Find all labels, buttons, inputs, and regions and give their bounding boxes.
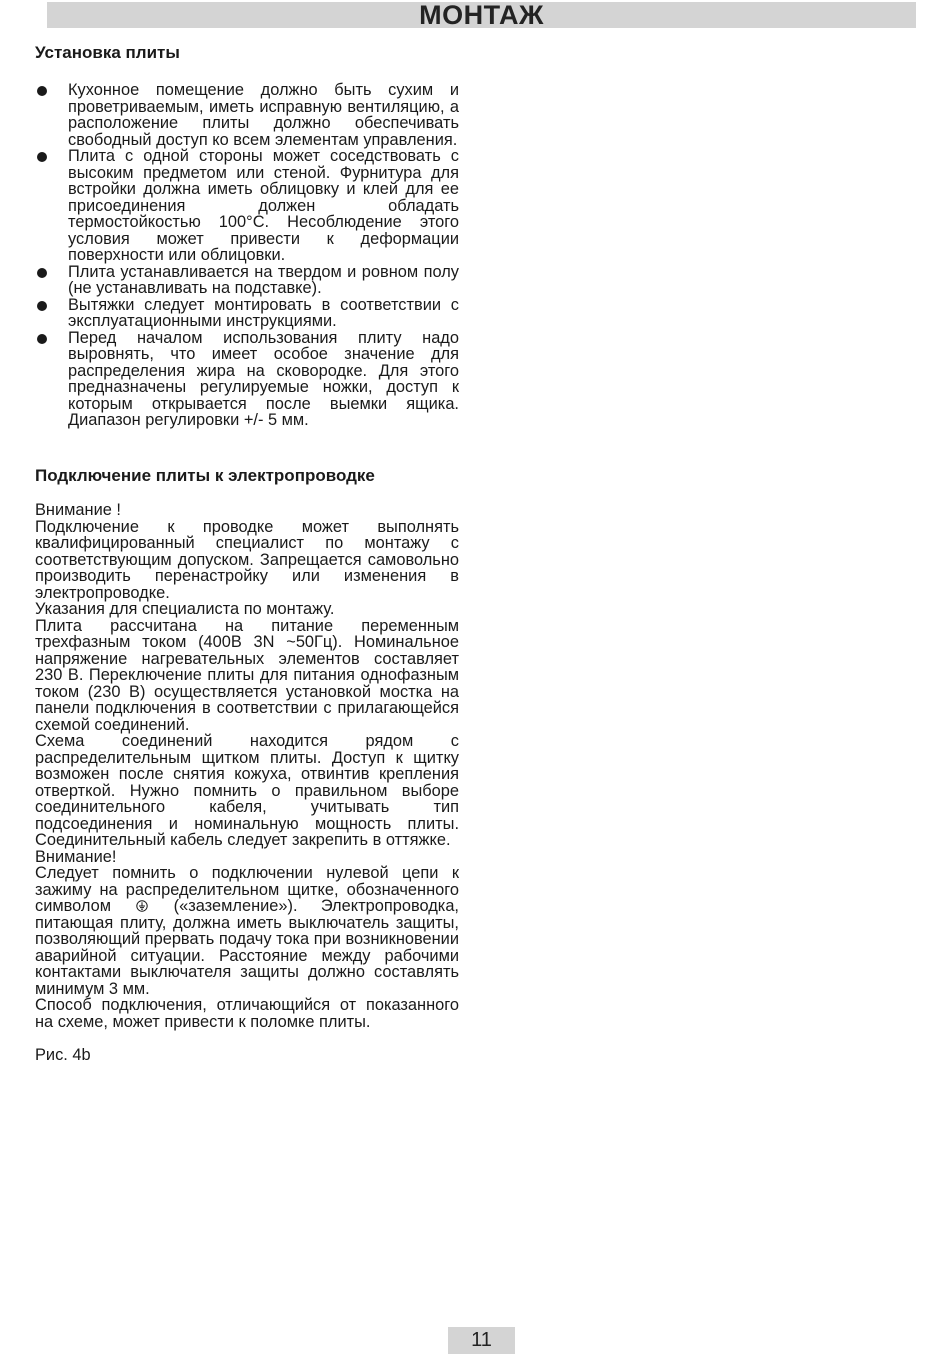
list-item-text: Плита с одной стороны может соседствовать с высоким предметом или стеной. Фурнитура для встройки должна иметь облицовку и клей для ее присоединения должен обладать термостойкостью 100°С. Несоблюдение этого условия может привести к деформации поверхности или облицовки.	[68, 147, 459, 264]
list-item-text: Вытяжки следует монтировать в соответствии с эксплуатационными инструкциями.	[68, 295, 459, 330]
list-item-text: Перед началом использования плиту надо выровнять, что имеет особое значение для распределения жира на сковородке. Для этого предназначены регулируемые ножки, доступ к которым открывается после выемки ящика. Диапазон регулировки +/- 5 мм.	[68, 328, 459, 429]
list-item	[35, 297, 459, 330]
bullet-icon	[37, 152, 47, 162]
bullet-icon	[37, 301, 47, 311]
page-number-box	[448, 1327, 515, 1354]
paragraph: Схема соединений находится рядом с распределительным щитком плиты. Доступ к щитку возможен после снятия кожуха, отвинтив крепления отверткой. Нужно помнить о правильном выборе соединительного кабеля, учитывать тип подсоединения и номинальную мощность плиты. Соединительный кабель следует закрепить в оттяжке.	[35, 732, 459, 849]
bullet-icon	[37, 86, 47, 96]
header-bar	[47, 2, 916, 28]
installation-section	[35, 44, 459, 429]
installation-heading: Установка плиты	[35, 43, 180, 62]
page-number: 11	[471, 1329, 492, 1351]
list-item	[35, 330, 459, 429]
paragraph: Способ подключения, отличающийся от показанного на схеме, может привести к поломке плиты.	[35, 996, 459, 1031]
warning-label: Внимание !	[35, 501, 121, 519]
paragraph-text: Следует помнить о подключении нулевой цепи к зажиму на распределительном щитке, обозначенного символом	[35, 864, 459, 915]
paragraph	[35, 865, 459, 997]
figure-reference: Рис. 4b	[35, 1046, 91, 1064]
bullet-icon	[37, 268, 47, 278]
warning-label: Внимание!	[35, 847, 117, 866]
ground-symbol-icon	[136, 900, 148, 912]
list-item	[35, 264, 459, 297]
paragraph: Подключение к проводке может выполнять квалифицированный специалист по монтажу с соответствующим допуском. Запрещается самовольно производить перенастройку или изменения в электропроводке.	[35, 517, 459, 602]
paragraph-text: («заземление»). Электропроводка, питающая плиту, должна иметь выключатель защиты, позволяющий прервать подачу тока при возникновении аварийной ситуации. Расстояние между рабочими контактами выключателя защиты должно составлять минимум 3 мм.	[35, 897, 459, 998]
installation-list	[35, 82, 459, 429]
paragraph: Указания для специалиста по монтажу.	[35, 600, 335, 618]
list-item	[35, 82, 459, 148]
bullet-icon	[37, 334, 47, 344]
paragraph: Плита рассчитана на питание переменным трехфазным током (400В 3N ~50Гц). Номинальное напряжение нагревательных элементов составляет 230 В. Переключение плиты для питания однофазным током (230 В) осуществляется установкой мостка на панели подключения в соответствии с прилагающейся схемой соединений.	[35, 616, 459, 734]
list-item	[35, 148, 459, 264]
page-title: МОНТАЖ	[419, 0, 544, 30]
electrical-heading: Подключение плиты к электропроводке	[35, 466, 375, 485]
electrical-section	[35, 467, 459, 1064]
list-item-text: Кухонное помещение должно быть сухим и проветриваемым, иметь исправную вентиляцию, а расположение плиты должно обеспечивать свободный доступ ко всем элементам управления.	[68, 81, 459, 149]
list-item-text: Плита устанавливается на твердом и ровном полу (не устанавливать на подставке).	[68, 262, 459, 297]
